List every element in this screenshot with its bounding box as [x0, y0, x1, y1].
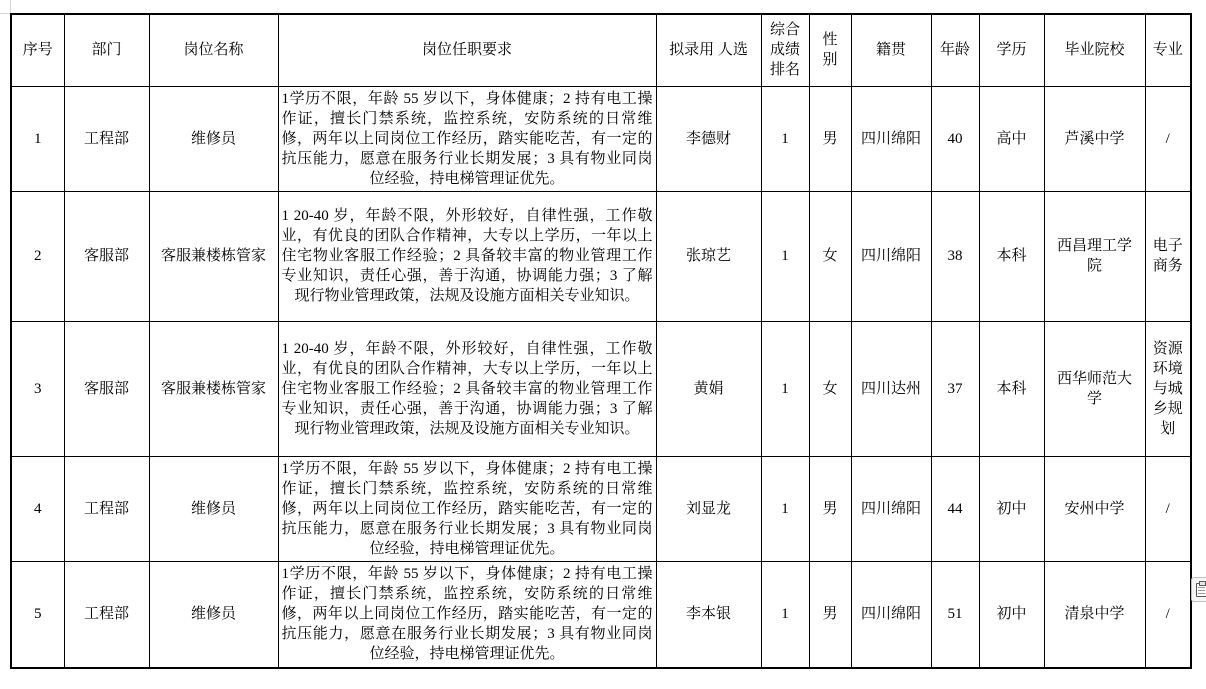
recruitment-table: [10, 13, 1192, 669]
cell-candidate[interactable]: 李本银: [656, 561, 761, 668]
cell-gender[interactable]: 女: [809, 321, 851, 456]
cell-major[interactable]: /: [1145, 456, 1191, 561]
table-row: [11, 86, 1191, 191]
cell-age[interactable]: 37: [931, 321, 979, 456]
col-header-requirements[interactable]: 岗位任职要求: [278, 14, 656, 86]
cell-seq[interactable]: 3: [11, 321, 64, 456]
cell-age[interactable]: 40: [931, 86, 979, 191]
cell-education[interactable]: 初中: [979, 561, 1044, 668]
cell-gender[interactable]: 女: [809, 191, 851, 321]
cell-requirements[interactable]: 1学历不限，年龄 55 岁以下，身体健康；2 持有电工操作证，擅长门禁系统，监控系统，安防系统的日常维修，两年以上同岗位工作经历，踏实能吃苦，有一定的抗压能力，愿意在服务行业长期发展；3 具有物业同岗位经验，持电梯管理证优先。: [278, 561, 656, 668]
col-header-education[interactable]: 学历: [979, 14, 1044, 86]
gridline-remnant-vertical: [10, 0, 11, 14]
cell-school[interactable]: 芦溪中学: [1044, 86, 1145, 191]
cell-department[interactable]: 工程部: [64, 86, 149, 191]
cell-requirements[interactable]: 1学历不限，年龄 55 岁以下，身体健康；2 持有电工操作证，擅长门禁系统，监控系统，安防系统的日常维修，两年以上同岗位工作经历，踏实能吃苦，有一定的抗压能力，愿意在服务行业长期发展；3 具有物业同岗位经验，持电梯管理证优先。: [278, 456, 656, 561]
cell-candidate[interactable]: 刘显龙: [656, 456, 761, 561]
cell-department[interactable]: 工程部: [64, 561, 149, 668]
cell-position[interactable]: 客服兼楼栋管家: [149, 321, 278, 456]
cell-seq[interactable]: 1: [11, 86, 64, 191]
cell-major[interactable]: 资源环境与城乡规划: [1145, 321, 1191, 456]
cell-rank[interactable]: 1: [761, 191, 809, 321]
cell-education[interactable]: 本科: [979, 321, 1044, 456]
cell-major[interactable]: /: [1145, 561, 1191, 668]
col-header-candidate[interactable]: 拟录用 人选: [656, 14, 761, 86]
cell-seq[interactable]: 4: [11, 456, 64, 561]
cell-rank[interactable]: 1: [761, 456, 809, 561]
table-row: [11, 321, 1191, 456]
cell-gender[interactable]: 男: [809, 456, 851, 561]
cell-candidate[interactable]: 张琼艺: [656, 191, 761, 321]
cell-candidate[interactable]: 黄娟: [656, 321, 761, 456]
header-row: [11, 14, 1191, 86]
col-header-school[interactable]: 毕业院校: [1044, 14, 1145, 86]
col-header-gender[interactable]: 性别: [809, 14, 851, 86]
cell-position[interactable]: 维修员: [149, 456, 278, 561]
cell-education[interactable]: 本科: [979, 191, 1044, 321]
clipboard-icon: [1196, 583, 1206, 597]
cell-department[interactable]: 客服部: [64, 191, 149, 321]
table-row: [11, 456, 1191, 561]
cell-requirements[interactable]: 1 20-40 岁，年龄不限，外形较好，自律性强，工作敬业，有优良的团队合作精神，大专以上学历，一年以上住宅物业客服工作经验；2 具备较丰富的物业管理工作专业知识，责任心强，善于沟通，协调能力强；3 了解现行物业管理政策，法规及设施方面相关专业知识。: [278, 191, 656, 321]
col-header-department[interactable]: 部门: [64, 14, 149, 86]
cell-requirements[interactable]: 1学历不限，年龄 55 岁以下，身体健康；2 持有电工操作证，擅长门禁系统，监控系统，安防系统的日常维修，两年以上同岗位工作经历，踏实能吃苦，有一定的抗压能力，愿意在服务行业长期发展；3 具有物业同岗位经验，持电梯管理证优先。: [278, 86, 656, 191]
cell-department[interactable]: 客服部: [64, 321, 149, 456]
col-header-major[interactable]: 专业: [1145, 14, 1191, 86]
cell-rank[interactable]: 1: [761, 321, 809, 456]
cell-seq[interactable]: 2: [11, 191, 64, 321]
cell-rank[interactable]: 1: [761, 561, 809, 668]
cell-candidate[interactable]: 李德财: [656, 86, 761, 191]
table-row: [11, 191, 1191, 321]
cell-school[interactable]: 清泉中学: [1044, 561, 1145, 668]
cell-education[interactable]: 高中: [979, 86, 1044, 191]
col-header-seq[interactable]: 序号: [11, 14, 64, 86]
cell-hometown[interactable]: 四川绵阳: [851, 191, 931, 321]
cell-position[interactable]: 维修员: [149, 86, 278, 191]
col-header-hometown[interactable]: 籍贯: [851, 14, 931, 86]
cell-age[interactable]: 44: [931, 456, 979, 561]
table-row: [11, 561, 1191, 668]
cell-gender[interactable]: 男: [809, 86, 851, 191]
cell-school[interactable]: 西昌理工学院: [1044, 191, 1145, 321]
cell-major[interactable]: /: [1145, 86, 1191, 191]
cell-requirements[interactable]: 1 20-40 岁，年龄不限，外形较好，自律性强，工作敬业，有优良的团队合作精神，大专以上学历，一年以上住宅物业客服工作经验；2 具备较丰富的物业管理工作专业知识，责任心强，善于沟通，协调能力强；3 了解现行物业管理政策，法规及设施方面相关专业知识。: [278, 321, 656, 456]
cell-department[interactable]: 工程部: [64, 456, 149, 561]
cell-major[interactable]: 电子商务: [1145, 191, 1191, 321]
cell-hometown[interactable]: 四川绵阳: [851, 456, 931, 561]
col-header-rank[interactable]: 综合成绩排名: [761, 14, 809, 86]
cell-education[interactable]: 初中: [979, 456, 1044, 561]
col-header-position[interactable]: 岗位名称: [149, 14, 278, 86]
cell-gender[interactable]: 男: [809, 561, 851, 668]
cell-position[interactable]: 客服兼楼栋管家: [149, 191, 278, 321]
cell-rank[interactable]: 1: [761, 86, 809, 191]
cell-hometown[interactable]: 四川绵阳: [851, 561, 931, 668]
cell-age[interactable]: 51: [931, 561, 979, 668]
cell-seq[interactable]: 5: [11, 561, 64, 668]
cell-school[interactable]: 西华师范大学: [1044, 321, 1145, 456]
cell-position[interactable]: 维修员: [149, 561, 278, 668]
cell-hometown[interactable]: 四川达州: [851, 321, 931, 456]
col-header-age[interactable]: 年龄: [931, 14, 979, 86]
cell-hometown[interactable]: 四川绵阳: [851, 86, 931, 191]
paste-options-button[interactable]: [1191, 577, 1206, 602]
cell-school[interactable]: 安州中学: [1044, 456, 1145, 561]
cell-age[interactable]: 38: [931, 191, 979, 321]
